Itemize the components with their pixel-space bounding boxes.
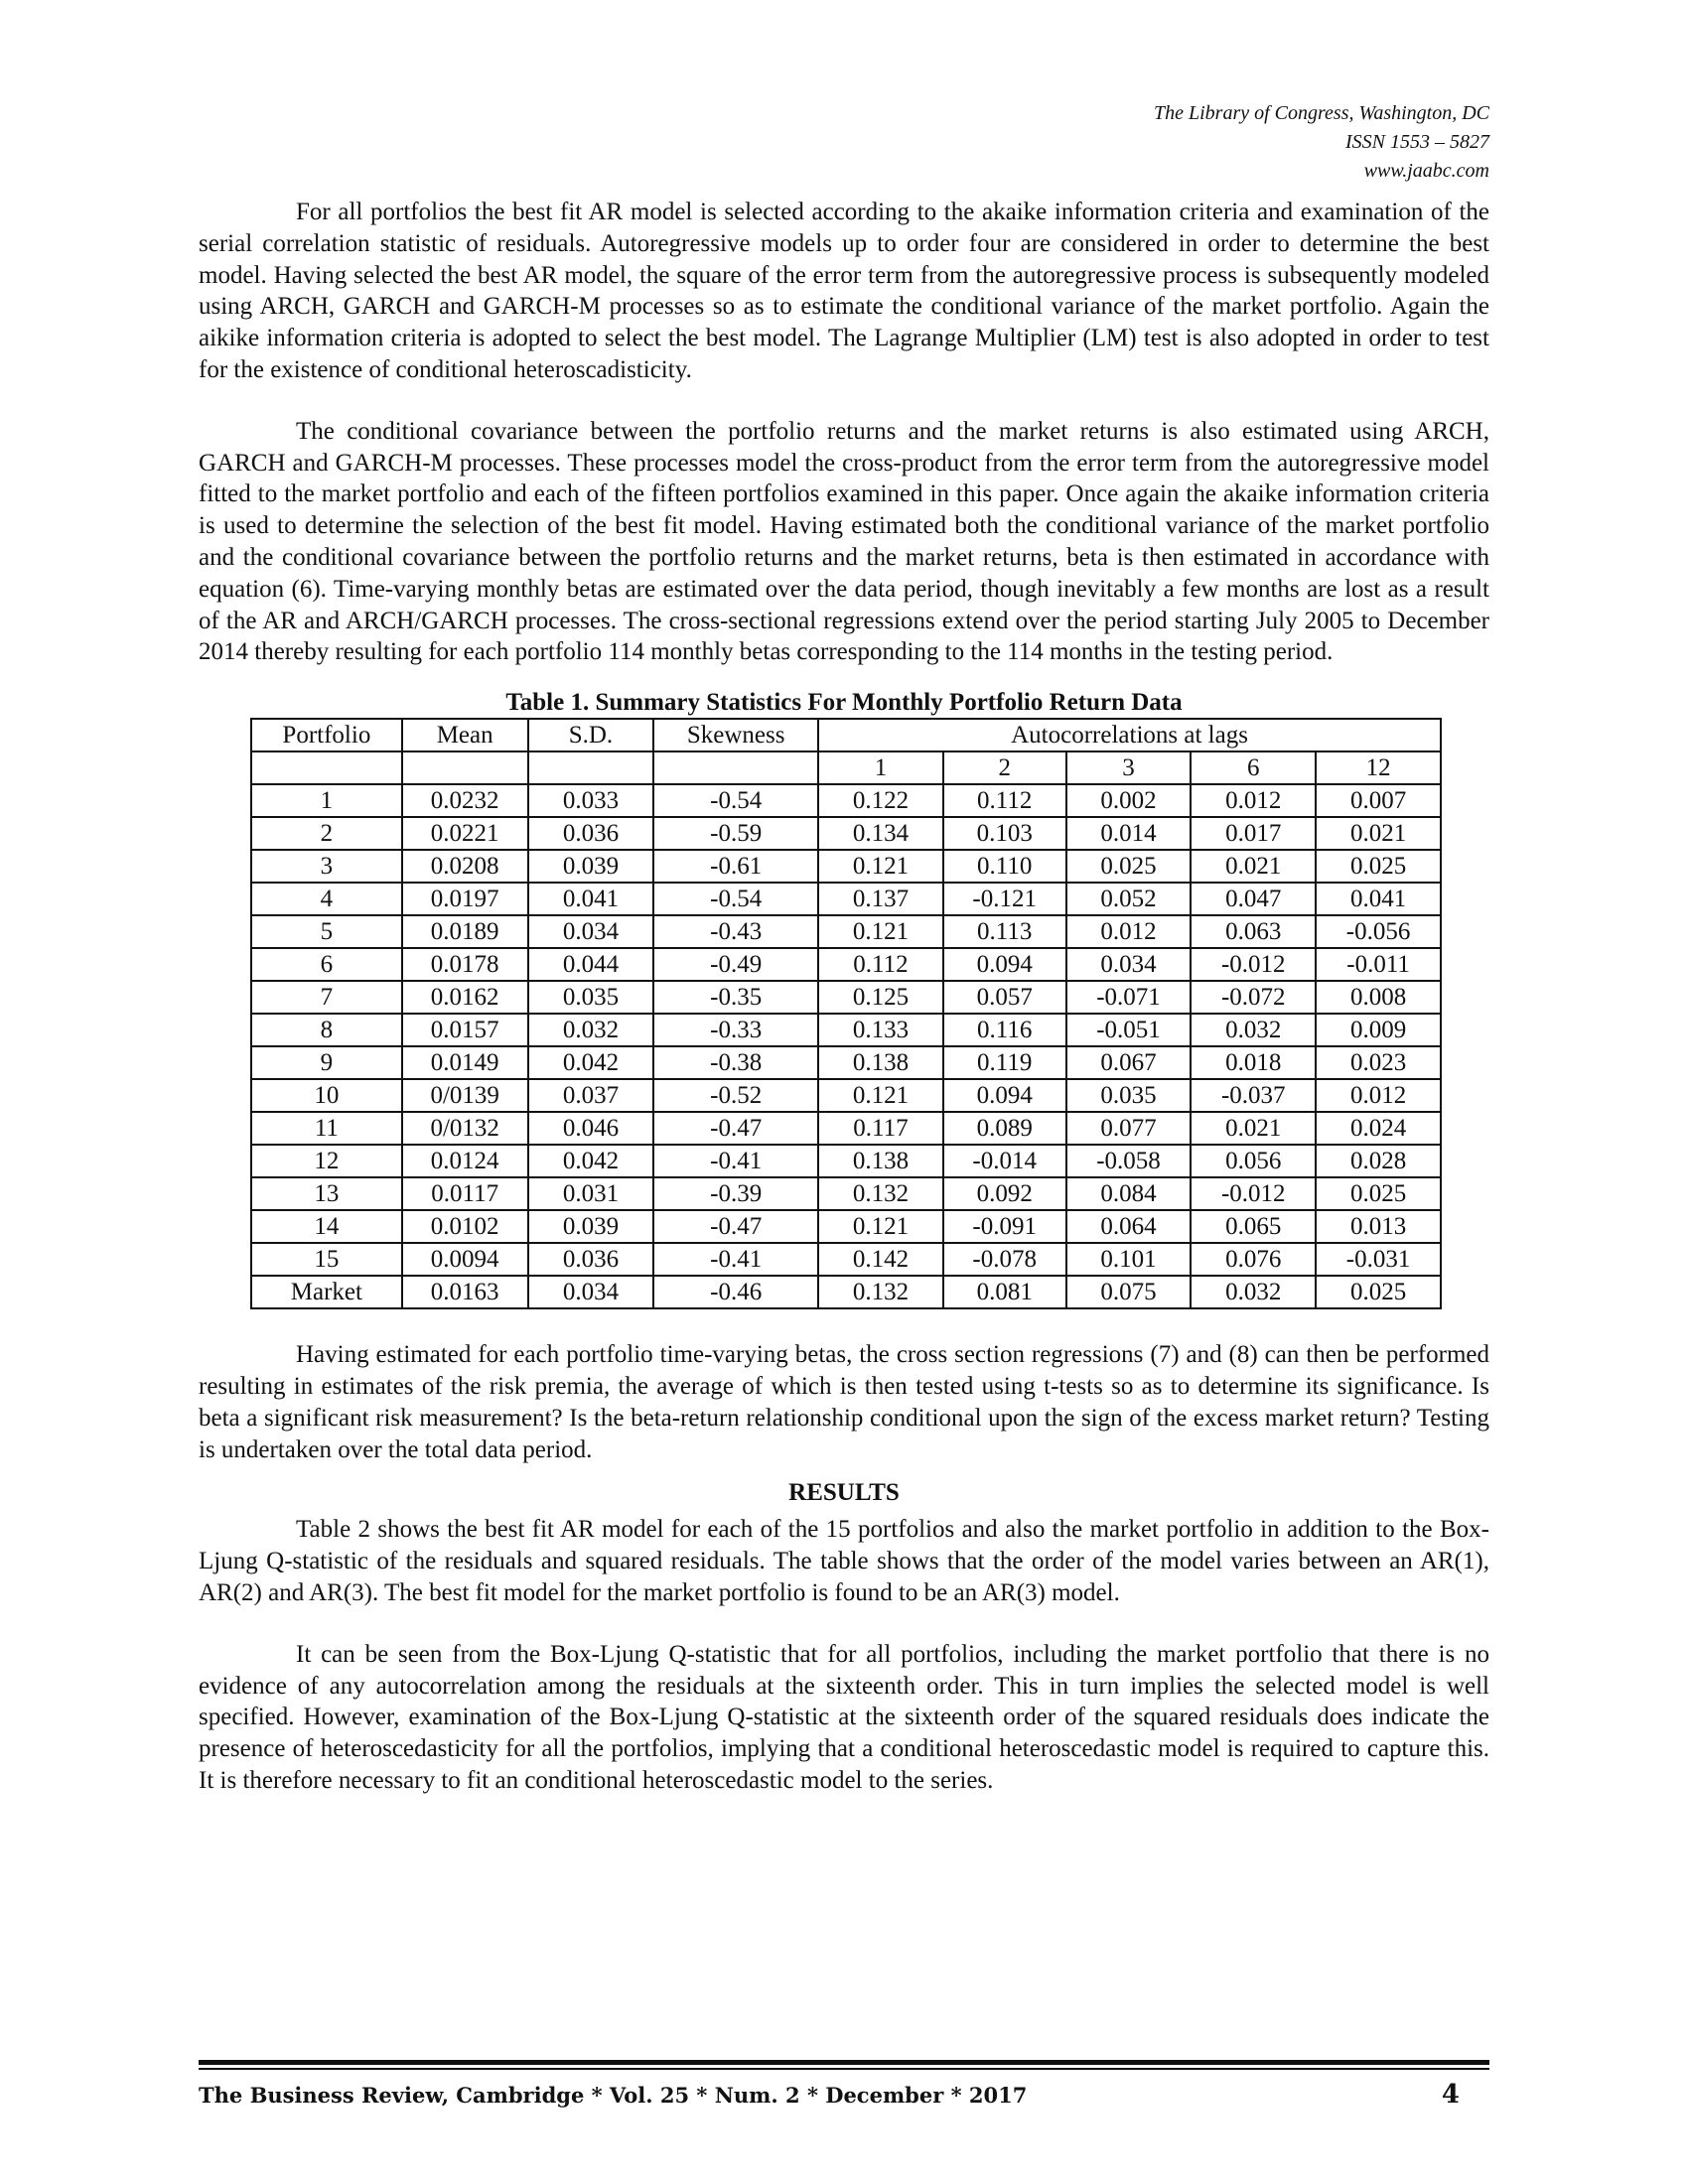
portfolio-label-cell: 1 (251, 784, 402, 817)
article-body (199, 197, 1489, 1797)
blank-cell (251, 751, 402, 784)
table-row (251, 883, 1441, 915)
table-cell: 0.113 (943, 915, 1066, 948)
table-cell: -0.41 (653, 1243, 818, 1276)
table-cell: 0/0139 (402, 1079, 528, 1112)
portfolio-label-cell: 5 (251, 915, 402, 948)
table-cell: 0.0163 (402, 1276, 528, 1308)
table-cell: 0.138 (818, 1046, 943, 1079)
table-cell: -0.47 (653, 1112, 818, 1145)
table-cell: 0.0232 (402, 784, 528, 817)
lag-header: 6 (1191, 751, 1316, 784)
table-row (251, 1243, 1441, 1276)
col-header-skewness: Skewness (653, 719, 818, 751)
table-cell: 0.121 (818, 1210, 943, 1243)
table-cell: 0.031 (528, 1177, 654, 1210)
table-cell: -0.52 (653, 1079, 818, 1112)
portfolio-label-cell: 7 (251, 981, 402, 1014)
table-cell: 0.017 (1191, 817, 1316, 850)
table-cell: 0.112 (818, 948, 943, 981)
table-cell: 0.077 (1066, 1112, 1192, 1145)
footer-journal-citation: The Business Review, Cambridge * Vol. 25 * Num. 2 * December * 2017 (199, 2083, 1028, 2108)
running-header (1154, 99, 1489, 186)
table-row (251, 1145, 1441, 1177)
footer-rule (199, 2068, 1489, 2070)
table-cell: -0.38 (653, 1046, 818, 1079)
table-row (251, 1014, 1441, 1046)
table-cell: -0.54 (653, 784, 818, 817)
table-cell: 0.142 (818, 1243, 943, 1276)
table-row (251, 784, 1441, 817)
table-cell: 0.039 (528, 1210, 654, 1243)
table-cell: 0.117 (818, 1112, 943, 1145)
table-cell: 0.0117 (402, 1177, 528, 1210)
table-cell: 0.032 (1191, 1276, 1316, 1308)
table-cell: 0.012 (1316, 1079, 1441, 1112)
table-row (251, 981, 1441, 1014)
table-cell: 0.007 (1316, 784, 1441, 817)
table-cell: 0.084 (1066, 1177, 1192, 1210)
table-cell: 0.034 (1066, 948, 1192, 981)
paragraph-ar-model-selection: For all portfolios the best fit AR model is selected according to the akaike information criteria and examination of the serial correlation statistic of residuals. Autoregressive models up to order four are considered in order to determine the best model. Having selected the best AR model, the square of the error term from the autoregressive process is subsequently modeled using ARCH, GARCH and GARCH-M processes so as to estimate the conditional variance of the market portfolio. Again the aikike information criteria is adopted to select the best model. The Lagrange Multiplier (LM) test is also adopted in order to test for the existence of conditional heteroscadisticity. (199, 199, 1489, 383)
table-cell: 0.032 (1191, 1014, 1316, 1046)
table-cell: 0.014 (1066, 817, 1192, 850)
table-cell: 0.0189 (402, 915, 528, 948)
table-cell: 0.025 (1316, 1276, 1441, 1308)
table-cell: 0.047 (1191, 883, 1316, 915)
table-lag-row (251, 751, 1441, 784)
table-cell: 0/0132 (402, 1112, 528, 1145)
summary-statistics-table (250, 718, 1442, 1309)
table-cell: -0.071 (1066, 981, 1192, 1014)
table-header-row (251, 719, 1441, 751)
table-cell: -0.056 (1316, 915, 1441, 948)
table-cell: -0.35 (653, 981, 818, 1014)
table-cell: 0.116 (943, 1014, 1066, 1046)
table-cell: -0.121 (943, 883, 1066, 915)
table-cell: 0.009 (1316, 1014, 1441, 1046)
table-row (251, 948, 1441, 981)
table-cell: 0.035 (1066, 1079, 1192, 1112)
table-row (251, 915, 1441, 948)
lag-header: 2 (943, 751, 1066, 784)
table-cell: 0.063 (1191, 915, 1316, 948)
table-cell: -0.61 (653, 850, 818, 883)
table-cell: 0.056 (1191, 1145, 1316, 1177)
blank-cell (653, 751, 818, 784)
table-cell: -0.59 (653, 817, 818, 850)
table-cell: -0.014 (943, 1145, 1066, 1177)
lag-header: 1 (818, 751, 943, 784)
table-cell: -0.54 (653, 883, 818, 915)
paragraph-box-ljung: It can be seen from the Box-Ljung Q-statistic that for all portfolios, including the market portfolio that there is no evidence of any autocorrelation among the residuals at the sixteenth order. This in turn implies the selected model is well specified. However, examination of the Box-Ljung Q-statistic at the sixteenth order of the squared residuals does indicate the presence of heteroscedasticity for all the portfolios, implying that a conditional heteroscedastic model is required to capture this. It is therefore necessary to fit an conditional heteroscedastic model to the series. (199, 1640, 1489, 1794)
table-cell: -0.012 (1191, 948, 1316, 981)
blank-cell (528, 751, 654, 784)
table-cell: 0.024 (1316, 1112, 1441, 1145)
portfolio-label-cell: 8 (251, 1014, 402, 1046)
table-cell: 0.112 (943, 784, 1066, 817)
table-cell: 0.110 (943, 850, 1066, 883)
table-cell: -0.011 (1316, 948, 1441, 981)
portfolio-label-cell: 3 (251, 850, 402, 883)
table-cell: 0.101 (1066, 1243, 1192, 1276)
table-cell: 0.025 (1316, 850, 1441, 883)
table-cell: 0.018 (1191, 1046, 1316, 1079)
table-cell: 0.032 (528, 1014, 654, 1046)
table-cell: -0.46 (653, 1276, 818, 1308)
col-header-mean: Mean (402, 719, 528, 751)
table-cell: 0.057 (943, 981, 1066, 1014)
table-cell: -0.012 (1191, 1177, 1316, 1210)
header-publisher: The Library of Congress, Washington, DC (1153, 102, 1489, 124)
table-cell: 0.039 (528, 850, 654, 883)
table-row (251, 1112, 1441, 1145)
table-cell: -0.031 (1316, 1243, 1441, 1276)
table-cell: 0.034 (528, 915, 654, 948)
table-cell: 0.0162 (402, 981, 528, 1014)
table-cell: 0.094 (943, 1079, 1066, 1112)
page-footer (199, 2060, 1489, 2110)
footer-rule (199, 2060, 1489, 2065)
portfolio-label-cell: 12 (251, 1145, 402, 1177)
table-cell: 0.052 (1066, 883, 1192, 915)
col-header-portfolio: Portfolio (251, 719, 402, 751)
table-cell: 0.044 (528, 948, 654, 981)
table-cell: 0.023 (1316, 1046, 1441, 1079)
table-cell: 0.008 (1316, 981, 1441, 1014)
table-cell: 0.012 (1066, 915, 1192, 948)
table-cell: 0.034 (528, 1276, 654, 1308)
portfolio-label-cell: 10 (251, 1079, 402, 1112)
table-cell: 0.042 (528, 1046, 654, 1079)
table-cell: 0.092 (943, 1177, 1066, 1210)
table-cell: 0.021 (1191, 850, 1316, 883)
table-cell: -0.091 (943, 1210, 1066, 1243)
table-cell: 0.025 (1066, 850, 1192, 883)
table-cell: -0.078 (943, 1243, 1066, 1276)
table-cell: 0.132 (818, 1177, 943, 1210)
table-cell: 0.042 (528, 1145, 654, 1177)
paragraph-conditional-covariance: The conditional covariance between the portfolio returns and the market returns is also estimated using ARCH, GARCH and GARCH-M processes. These processes model the cross-product from the error term from the autoregressive model fitted to the market portfolio and each of the fifteen portfolios examined in this paper. Once again the akaike information criteria is used to determine the selection of the best fit model. Having estimated both the conditional variance of the market portfolio and the conditional covariance between the portfolio returns and the market returns, beta is then estimated in accordance with equation (6). Time-varying monthly betas are estimated over the data period, though inevitably a few months are lost as a result of the AR and ARCH/GARCH processes. The cross-sectional regressions extend over the period starting July 2005 to December 2014 thereby resulting for each portfolio 114 monthly betas corresponding to the 114 months in the testing period. (199, 417, 1489, 666)
table-cell: -0.49 (653, 948, 818, 981)
portfolio-label-cell: 15 (251, 1243, 402, 1276)
table-row (251, 817, 1441, 850)
table-row (251, 1079, 1441, 1112)
table1-container (199, 688, 1489, 1309)
table-cell: 0.103 (943, 817, 1066, 850)
table-cell: 0.0178 (402, 948, 528, 981)
portfolio-label-cell: 11 (251, 1112, 402, 1145)
table-row (251, 850, 1441, 883)
table-row (251, 1276, 1441, 1308)
table-cell: -0.058 (1066, 1145, 1192, 1177)
table-cell: 0.081 (943, 1276, 1066, 1308)
lag-header: 3 (1066, 751, 1192, 784)
table-cell: 0.076 (1191, 1243, 1316, 1276)
portfolio-label-cell: 6 (251, 948, 402, 981)
table-cell: 0.035 (528, 981, 654, 1014)
table-body (251, 784, 1441, 1308)
table-cell: 0.138 (818, 1145, 943, 1177)
lag-header: 12 (1316, 751, 1441, 784)
portfolio-label-cell: Market (251, 1276, 402, 1308)
blank-cell (402, 751, 528, 784)
portfolio-label-cell: 9 (251, 1046, 402, 1079)
table-cell: 0.036 (528, 817, 654, 850)
table-cell: 0.0149 (402, 1046, 528, 1079)
table-cell: 0.067 (1066, 1046, 1192, 1079)
table-cell: -0.39 (653, 1177, 818, 1210)
table-cell: -0.037 (1191, 1079, 1316, 1112)
table-row (251, 1177, 1441, 1210)
col-header-autocorrelations: Autocorrelations at lags (818, 719, 1441, 751)
table-cell: 0.0102 (402, 1210, 528, 1243)
table-cell: 0.028 (1316, 1145, 1441, 1177)
table-cell: 0.094 (943, 948, 1066, 981)
table-cell: 0.0094 (402, 1243, 528, 1276)
table-cell: 0.121 (818, 850, 943, 883)
table-cell: -0.41 (653, 1145, 818, 1177)
table-row (251, 1046, 1441, 1079)
table-cell: 0.0208 (402, 850, 528, 883)
table-cell: 0.089 (943, 1112, 1066, 1145)
table-cell: 0.046 (528, 1112, 654, 1145)
table-cell: -0.072 (1191, 981, 1316, 1014)
table-cell: 0.125 (818, 981, 943, 1014)
table-cell: 0.036 (528, 1243, 654, 1276)
page-number: 4 (1441, 2080, 1460, 2110)
paragraph-table2-description: Table 2 shows the best fit AR model for each of the 15 portfolios and also the market portfolio in addition to the Box-Ljung Q-statistic of the residuals and squared residuals. The table shows that the order of the model varies between an AR(1), AR(2) and AR(3). The best fit model for the market portfolio is found to be an AR(3) model. (199, 1516, 1489, 1606)
portfolio-label-cell: 2 (251, 817, 402, 850)
table-cell: 0.137 (818, 883, 943, 915)
table-cell: 0.0221 (402, 817, 528, 850)
table-cell: 0.025 (1316, 1177, 1441, 1210)
table-cell: 0.122 (818, 784, 943, 817)
table-row (251, 1210, 1441, 1243)
table-cell: 0.037 (528, 1079, 654, 1112)
table-cell: 0.0197 (402, 883, 528, 915)
table-cell: -0.33 (653, 1014, 818, 1046)
table-cell: 0.033 (528, 784, 654, 817)
table-cell: 0.075 (1066, 1276, 1192, 1308)
table-cell: 0.0157 (402, 1014, 528, 1046)
table-cell: 0.121 (818, 1079, 943, 1112)
header-issn: ISSN 1553 – 5827 (1345, 131, 1489, 153)
table-cell: 0.065 (1191, 1210, 1316, 1243)
table-cell: -0.47 (653, 1210, 818, 1243)
table-cell: 0.134 (818, 817, 943, 850)
portfolio-label-cell: 14 (251, 1210, 402, 1243)
section-heading-results: RESULTS (788, 1479, 900, 1507)
table-cell: 0.002 (1066, 784, 1192, 817)
table-cell: 0.064 (1066, 1210, 1192, 1243)
table-cell: 0.0124 (402, 1145, 528, 1177)
col-header-sd: S.D. (528, 719, 654, 751)
table1-title: Table 1. Summary Statistics For Monthly Portfolio Return Data (505, 689, 1183, 717)
table-cell: 0.041 (1316, 883, 1441, 915)
paragraph-cross-section-regressions: Having estimated for each portfolio time-varying betas, the cross section regressions (7) and (8) can then be performed resulting in estimates of the risk premia, the average of which is then tested using t-tests so as to determine its significance. Is beta a significant risk measurement? Is the beta-return relationship conditional upon the sign of the excess market return? Testing is undertaken over the total data period. (199, 1341, 1489, 1463)
header-website: www.jaabc.com (1363, 160, 1489, 182)
table-cell: 0.119 (943, 1046, 1066, 1079)
portfolio-label-cell: 13 (251, 1177, 402, 1210)
table-cell: -0.051 (1066, 1014, 1192, 1046)
table-cell: 0.012 (1191, 784, 1316, 817)
table-cell: 0.021 (1191, 1112, 1316, 1145)
table-cell: 0.132 (818, 1276, 943, 1308)
table-cell: -0.43 (653, 915, 818, 948)
table-cell: 0.041 (528, 883, 654, 915)
table-cell: 0.021 (1316, 817, 1441, 850)
table-cell: 0.013 (1316, 1210, 1441, 1243)
portfolio-label-cell: 4 (251, 883, 402, 915)
table-cell: 0.133 (818, 1014, 943, 1046)
table-cell: 0.121 (818, 915, 943, 948)
